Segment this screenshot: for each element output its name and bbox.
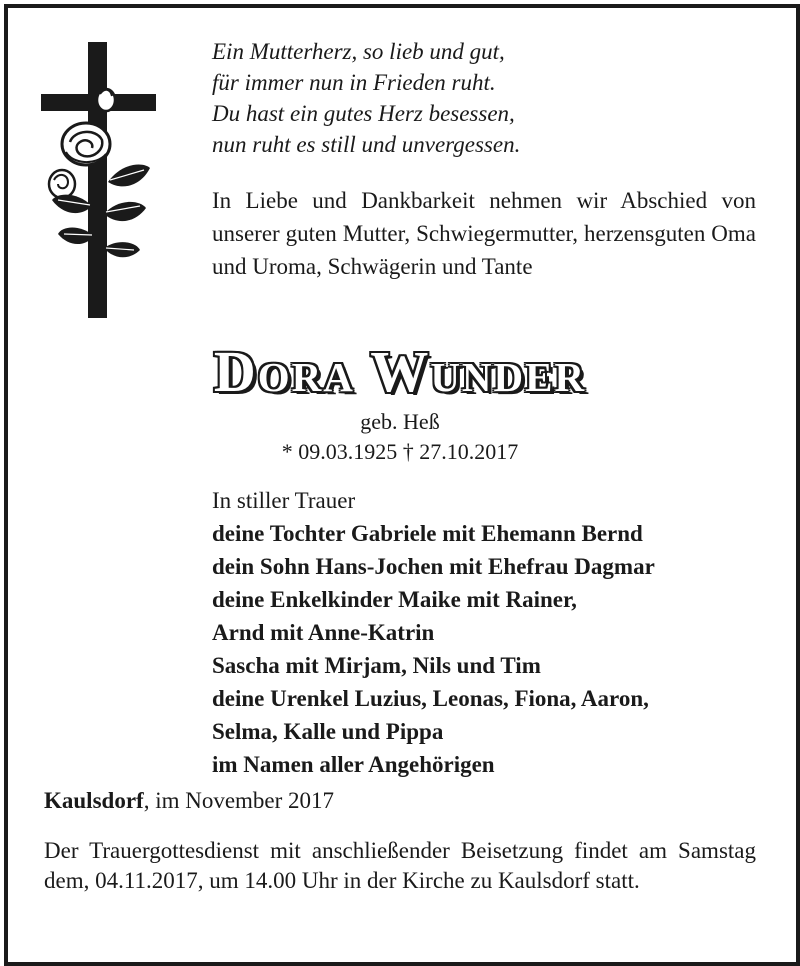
poem-line: nun ruht es still und unvergessen. — [212, 132, 521, 157]
service-info: Der Trauergottesdienst mit anschließender Beisetzung findet am Samstag dem, 04.11.2017, um 14.00 Uhr in der Kirche zu Kaulsdorf statt. — [44, 838, 756, 893]
mourner-line: im Namen aller Angehörigen — [212, 752, 495, 777]
birth-name: geb. Heß — [360, 409, 440, 434]
mourner-line: dein Sohn Hans-Jochen mit Ehefrau Dagmar — [212, 554, 655, 579]
mourner-line: deine Urenkel Luzius, Leonas, Fiona, Aaron, — [212, 686, 649, 711]
poem — [212, 36, 752, 160]
cross-with-roses-icon — [38, 42, 160, 322]
poem-line: Ein Mutterherz, so lieb und gut, — [212, 39, 505, 64]
deceased-name: Dora Wunder — [213, 339, 587, 404]
poem-line: für immer nun in Frieden ruht. — [212, 70, 496, 95]
farewell-intro: In Liebe und Dankbarkeit nehmen wir Abschied von unserer guten Mutter, Schwiegermutter, herzensguten Oma und Uroma, Schwägerin und Tante — [212, 188, 756, 279]
mourner-line: deine Enkelkinder Maike mit Rainer, — [212, 587, 577, 612]
poem-line: Du hast ein gutes Herz besessen, — [212, 101, 515, 126]
place-name: Kaulsdorf — [44, 788, 144, 813]
mourner-line: deine Tochter Gabriele mit Ehemann Bernd — [212, 521, 643, 546]
mourner-line: Arnd mit Anne-Katrin — [212, 620, 435, 645]
mourner-line: Selma, Kalle und Pippa — [212, 719, 444, 744]
life-dates: * 09.03.1925 † 27.10.2017 — [281, 439, 519, 464]
mourners-list — [212, 484, 772, 781]
date-text: , im November 2017 — [143, 788, 335, 813]
mourner-line: Sascha mit Mirjam, Nils und Tim — [212, 653, 541, 678]
mourners-lead: In stiller Trauer — [212, 488, 356, 513]
place-and-date — [44, 786, 764, 816]
